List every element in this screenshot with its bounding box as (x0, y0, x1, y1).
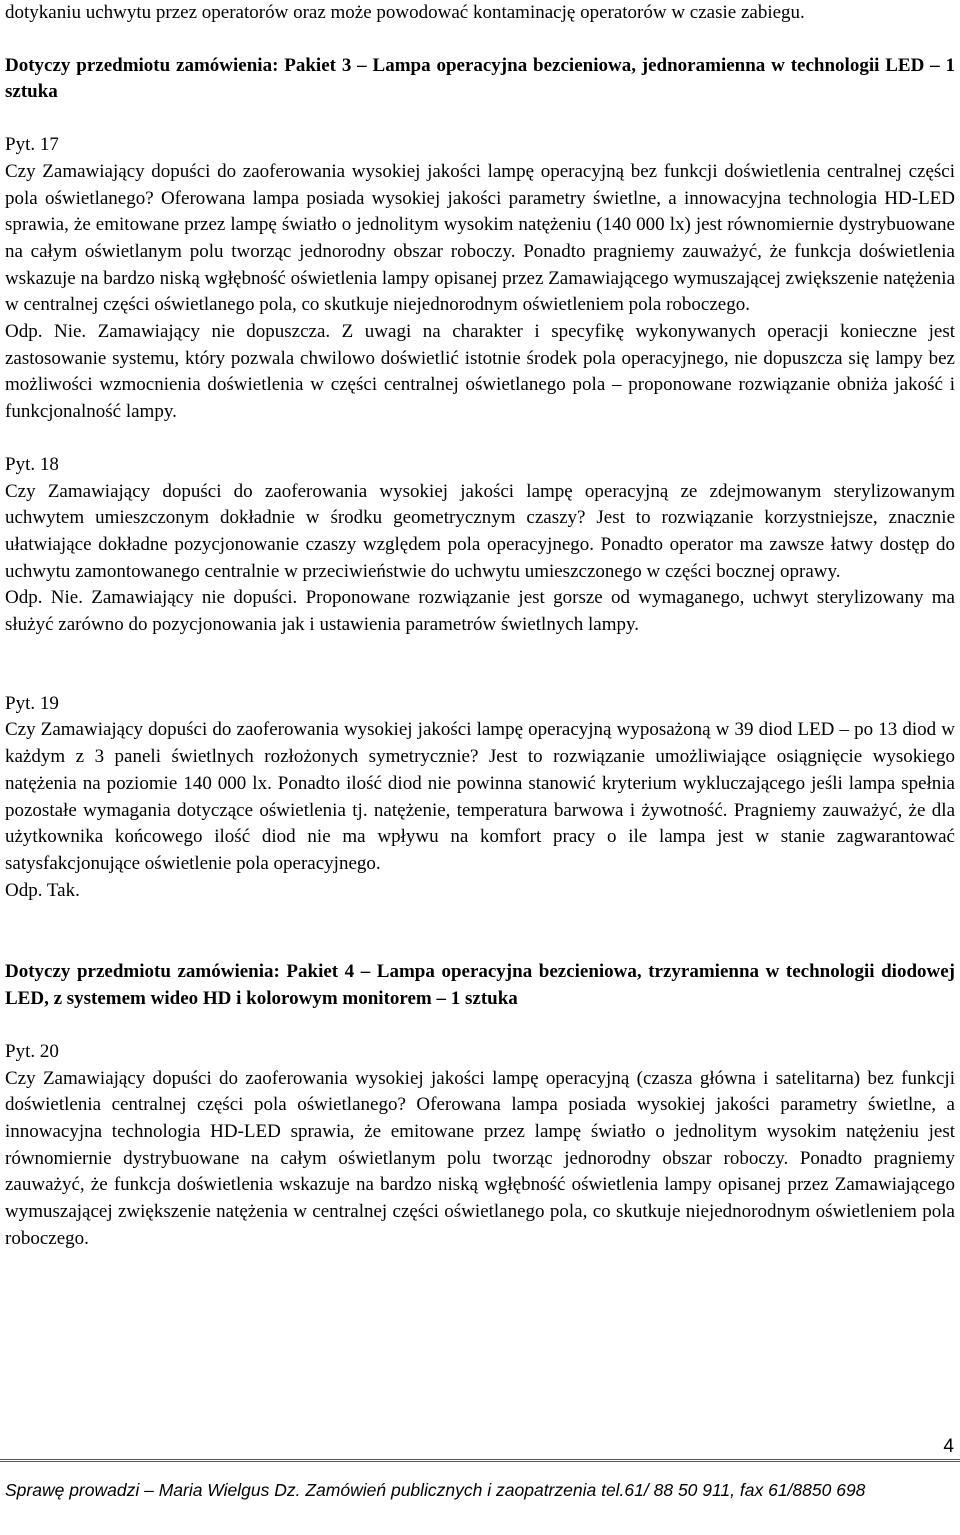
question-18 (5, 452, 955, 639)
spacer (5, 904, 955, 959)
footer-divider (0, 1459, 960, 1462)
package-4-heading: Dotyczy przedmiotu zamówienia: Pakiet 4 – Lampa operacyjna bezcieniowa, trzyramienna w technologii diodowej LED, z systemem wideo HD i kolorowym monitorem – 1 sztuka (5, 961, 955, 1010)
question-19-answer: Odp. Tak. (5, 879, 80, 901)
question-17 (5, 132, 955, 426)
question-19 (5, 691, 955, 905)
document-page (5, 0, 955, 1252)
question-17-label: Pyt. 17 (5, 134, 59, 156)
question-19-text: Czy Zamawiający dopuści do zaoferowania wysokiej jakości lampę operacyjną wyposażoną w 39 diod LED – po 13 diod w każdym z 3 paneli świetlnych rozłożonych symetrycznie? Jest to rozwiązanie umożliwiające osiągnięcie wysokiego natężenia na poziomie 140 000 lx. Ponadto ilość diod nie powinna stanowić kryterium wykluczającego jeśli lampa spełnia pozostałe wymagania dotyczące oświetlenia tj. natężenie, temperatura barwowa i żywotność. Pragniemy zauważyć, że dla użytkownika końcowego ilość diod nie ma wpływu na komfort pracy o ile lampa jest w stanie zagwarantować satysfakcjonujące oświetlenie pola operacyjnego. (5, 719, 955, 874)
question-18-text: Czy Zamawiający dopuści do zaoferowania wysokiej jakości lampę operacyjną ze zdejmowanym sterylizowanym uchwytem umieszczonym dokładnie w środku geometrycznym czaszy? Jest to rozwiązanie korzystniejsze, znacznie ułatwiające dokładne pozycjonowanie czaszy względem pola operacyjnego. Ponadto operator ma zawsze łatwy dostęp do uchwytu zamontowanego centralnie w przeciwieństwie do uchwytu umieszczonego w części bocznej oprawy. (5, 480, 955, 582)
question-18-label: Pyt. 18 (5, 453, 59, 475)
spacer (5, 27, 955, 53)
page-number: 4 (943, 1436, 954, 1457)
question-17-text: Czy Zamawiający dopuści do zaoferowania wysokiej jakości lampę operacyjną bez funkcji doświetlenia centralnej części pola oświetlanego? Oferowana lampa posiada wysokiej jakości parametry świetlne, a innowacyjna technologia HD-LED sprawia, że emitowane przez lampę światło o jednolitym wysokim natężeniu (140 000 lx) jest równomiernie dystrybuowane na całym oświetlanym polu tworząc jednorodny obszar roboczy. Ponadto pragniemy zauważyć, że funkcja doświetlenia wskazuje na bardzo niską wgłębność oświetlenia lampy opisanej przez Zamawiającego wymuszającej zwiększenie natężenia w centralnej części oświetlanego pola, co skutkuje niejednorodnym oświetleniem pola roboczego. (5, 160, 955, 316)
question-20-text: Czy Zamawiający dopuści do zaoferowania wysokiej jakości lampę operacyjną (czasza główna i satelitarna) bez funkcji doświetlenia centralnej części pola oświetlanego? Oferowana lampa posiada wysokiej jakości parametry świetlne, a innowacyjna technologia HD-LED sprawia, że emitowane przez lampę światło o jednolitym wysokim natężeniu jest równomiernie dystrybuowane na całym oświetlanym polu tworząc jednorodny obszar roboczy. Ponadto pragniemy zauważyć, że funkcja doświetlenia wskazuje na bardzo niską wgłębność oświetlenia lampy opisanej przez Zamawiającego wymuszającej zwiększenie natężenia w centralnej części oświetlanego pola, co skutkuje niejednorodnym oświetleniem pola roboczego. (5, 1067, 955, 1249)
spacer (5, 106, 955, 132)
page-footer: Sprawę prowadzi – Maria Wielgus Dz. Zamówień publicznych i zaopatrzenia tel.61/ 88 50 911, fax 61/8850 698 (5, 1480, 866, 1500)
spacer (5, 1013, 955, 1039)
question-18-answer: Odp. Nie. Zamawiający nie dopuści. Proponowane rozwiązanie jest gorsze od wymaganego, uchwyt sterylizowany ma służyć zarówno do pozycjonowania jak i ustawienia parametrów świetlnych lampy. (5, 587, 955, 636)
intro-paragraph: dotykaniu uchwytu przez operatorów oraz może powodować kontaminację operatorów w czasie zabiegu. (5, 2, 805, 23)
question-17-answer: Odp. Nie. Zamawiający nie dopuszcza. Z uwagi na charakter i specyfikę wykonywanych operacji konieczne jest zastosowanie systemu, który pozwala chwilowo doświetlić istotnie środek pola operacyjnego, nie dopuszcza się lampy bez możliwości wzmocnienia doświetlenia w części centralnej oświetlanego pola – proponowane rozwiązanie obniża jakość i funkcjonalność lampy. (5, 321, 955, 423)
question-20 (5, 1039, 955, 1253)
spacer (5, 426, 955, 452)
package-3-heading: Dotyczy przedmiotu zamówienia: Pakiet 3 – Lampa operacyjna bezcieniowa, jednoramienna w technologii LED – 1 sztuka (5, 54, 955, 103)
question-20-label: Pyt. 20 (5, 1040, 59, 1062)
spacer (5, 639, 955, 691)
question-19-label: Pyt. 19 (5, 692, 59, 714)
